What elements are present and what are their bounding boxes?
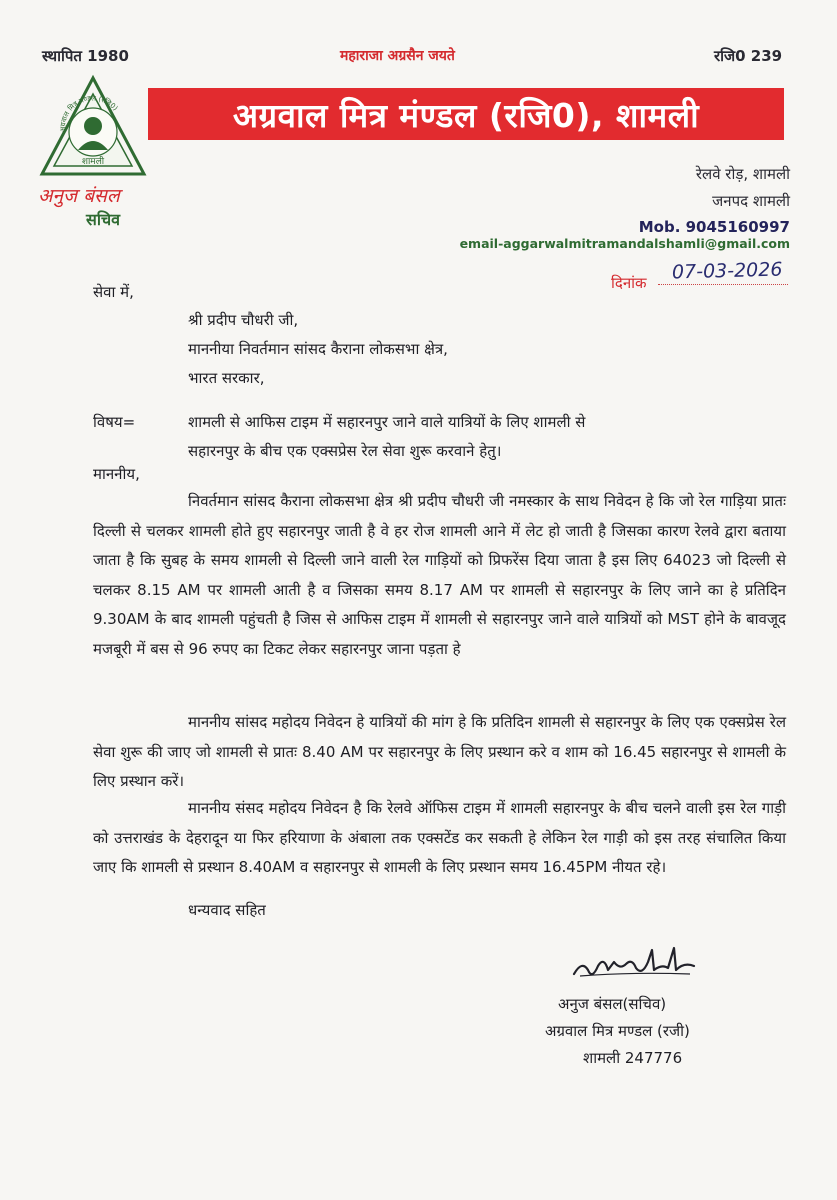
recipient-name: श्री प्रदीप चौधरी जी,	[188, 311, 299, 329]
subject-label: विषय=	[93, 413, 136, 431]
recipient-org: भारत सरकार,	[188, 369, 265, 387]
signatory-org: अग्रवाल मित्र मण्डल (रजी)	[545, 1022, 690, 1040]
svg-text:शामली: शामली	[81, 157, 105, 167]
signatory-name: अनुज बंसल(सचिव)	[558, 995, 667, 1013]
greeting: माननीय,	[93, 465, 140, 483]
established-year: स्थापित 1980	[42, 47, 129, 65]
body-paragraph-3: माननीय संसद महोदय निवेदन है कि रेलवे ऑफिस टाइम में शामली सहारनपुर के बीच चलने वाली इस रेल गाड़ी को उत्तराखंड के देहरादून या फिर हरियाणा के अंबाला तक एक्सटेंड कर सकती हे लेकिन रेल गाड़ी को इस तरह संचालित किया जाए कि शामली से प्रस्थान 8.40AM व सहारनपुर से शामली के लिए प्रस्थान समय 16.45PM नीयत रहे।	[93, 799, 786, 876]
body-paragraph-2: माननीय सांसद महोदय निवेदन हे यात्रियों की मांग हे कि प्रतिदिन शामली से सहारनपुर के लिए एक एक्सप्रेस रेल सेवा शुरू की जाए जो शामली से प्रातः 8.40 AM पर सहारनपुर के लिए प्रस्थान करे व शाम को 16.45 सहारनपुर से शामली के लिए प्रस्थान करें।	[93, 713, 786, 790]
date-value: 07-03-2026	[671, 258, 783, 284]
body-paragraph-1: निवर्तमान सांसद कैराना लोकसभा क्षेत्र श्री प्रदीप चौधरी जी नमस्कार के साथ निवेदन हे कि जो रेल गाड़िया प्रातः दिल्ली से चलकर शामली होते हुए सहारनपुर जाती है वे हर रोज शामली आने में लेट हो जाती है जिसका कारण रेलवे द्वारा बताया जाता है कि सुबह के समय शामली से दिल्ली जाने वाली रेल गाड़ियों को प्रिफरेंस दिया जाता है इस लिए 64023 जो दिल्ली से चलकर 8.15 AM पर शामली आती है व जिसका समय 8.17 AM पर शामली से सहारनपुर के लिए जाने का हे प्रतिदिन 9.30AM के बाद शामली पहुंचती है जिस से आफिस टाइम में शामली से सहारनपुर जाने वाले यात्रियों को MST होने के बावजूद मजबूरी में बस से 96 रुपए का टिकट लेकर सहारनपुर जाना पड़ता हे	[93, 492, 786, 658]
motto: महाराजा अग्रसैन जयते	[340, 48, 455, 64]
subject-line-1: शामली से आफिस टाइम में सहारनपुर जाने वाले यात्रियों के लिए शामली से	[188, 413, 586, 431]
signatory-place: शामली 247776	[583, 1049, 683, 1067]
address-line-1: रेलवे रोड़, शामली	[695, 165, 790, 183]
secretary-name: अनुज बंसल	[38, 185, 120, 207]
org-name-banner: अग्रवाल मित्र मंण्डल (रजि0), शामली	[148, 88, 784, 140]
salutation-to: सेवा में,	[93, 283, 134, 301]
email-address[interactable]: email-aggarwalmitramandalshamli@gmail.com	[459, 236, 790, 251]
recipient-title: माननीया निवर्तमान सांसद कैराना लोकसभा क्षेत्र,	[188, 340, 448, 358]
date-dotted-line	[658, 284, 788, 285]
svg-text:अग्रवाल मित्र मण्डल (रजि0): अग्रवाल मित्र मण्डल (रजि0)	[58, 94, 120, 133]
registration-number: रजि0 239	[714, 47, 783, 65]
org-logo-icon	[36, 74, 150, 178]
date-label: दिनांक	[611, 274, 647, 292]
handwritten-signature	[570, 940, 710, 990]
address-line-2: जनपद शामली	[712, 192, 790, 210]
closing: धन्यवाद सहित	[188, 901, 266, 919]
secretary-role: सचिव	[86, 210, 121, 229]
subject-line-2: सहारनपुर के बीच एक एक्सप्रेस रेल सेवा शुरू करवाने हेतु।	[188, 442, 502, 460]
mobile-number: Mob. 9045160997	[638, 218, 790, 236]
